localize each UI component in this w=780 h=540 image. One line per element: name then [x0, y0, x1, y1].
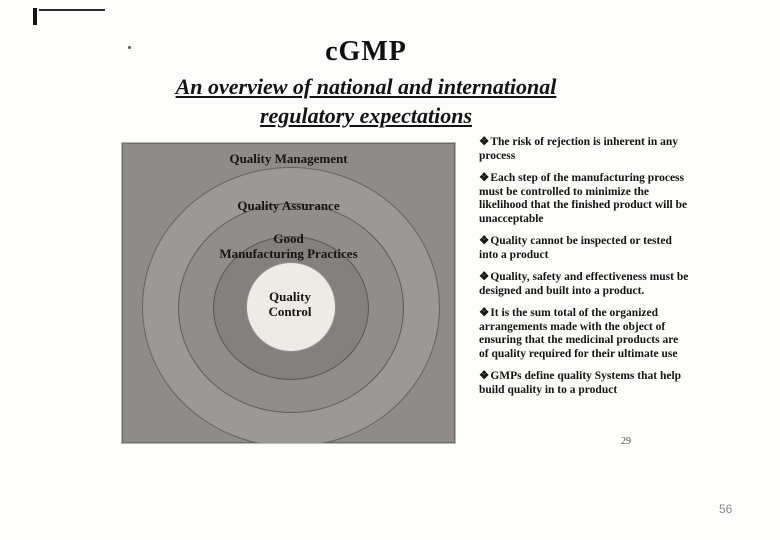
bullet-list: [479, 136, 689, 406]
list-item: [479, 172, 689, 226]
diamond-bullet-icon: ❖: [479, 271, 490, 283]
bullet-text: It is the sum total of the organized arrangements made with the object of ensuring that the medicinal products are of quality required for their ultimate use: [479, 307, 679, 360]
gmp-concentric-diagram: [122, 143, 455, 443]
list-item: [479, 307, 689, 361]
diamond-bullet-icon: ❖: [479, 172, 490, 184]
list-item: [479, 235, 689, 262]
bullet-text: Quality cannot be inspected or tested into a product: [479, 235, 672, 261]
list-item: [479, 370, 689, 397]
ring-label-good-manufacturing-practices: [122, 231, 455, 261]
slide-number: 29: [621, 436, 631, 447]
ring-label-quality-control: Quality Control: [268, 289, 312, 319]
slide-subtitle: [60, 72, 672, 130]
ring-label-quality-assurance: Quality Assurance: [237, 198, 340, 213]
diamond-bullet-icon: ❖: [479, 235, 490, 247]
gmp-label-line-1: Good: [273, 231, 304, 246]
slide-title: cGMP: [325, 36, 407, 67]
subtitle-line-2: regulatory expectations: [259, 103, 473, 128]
diamond-bullet-icon: ❖: [479, 370, 490, 382]
bullet-text: Quality, safety and effectiveness must be designed and built into a product.: [479, 271, 689, 297]
bullet-text: GMPs define quality Systems that help build quality in to a product: [479, 370, 682, 396]
scan-artifact: [39, 9, 105, 11]
list-item: [479, 136, 689, 163]
scan-artifact: [33, 8, 37, 25]
gmp-label-line-2: Manufacturing Practices: [219, 246, 358, 261]
page-number: 56: [719, 502, 733, 516]
bullet-text: The risk of rejection is inherent in any process: [479, 136, 679, 162]
ring-label-quality-management: Quality Management: [229, 151, 348, 166]
bullet-text: Each step of the manufacturing process must be controlled to minimize the likelihood that the finished product will be unacceptable: [479, 172, 688, 225]
diamond-bullet-icon: ❖: [479, 307, 490, 319]
list-item: [479, 271, 689, 298]
subtitle-line-1: An overview of national and international: [175, 74, 557, 99]
diamond-bullet-icon: ❖: [479, 136, 490, 148]
